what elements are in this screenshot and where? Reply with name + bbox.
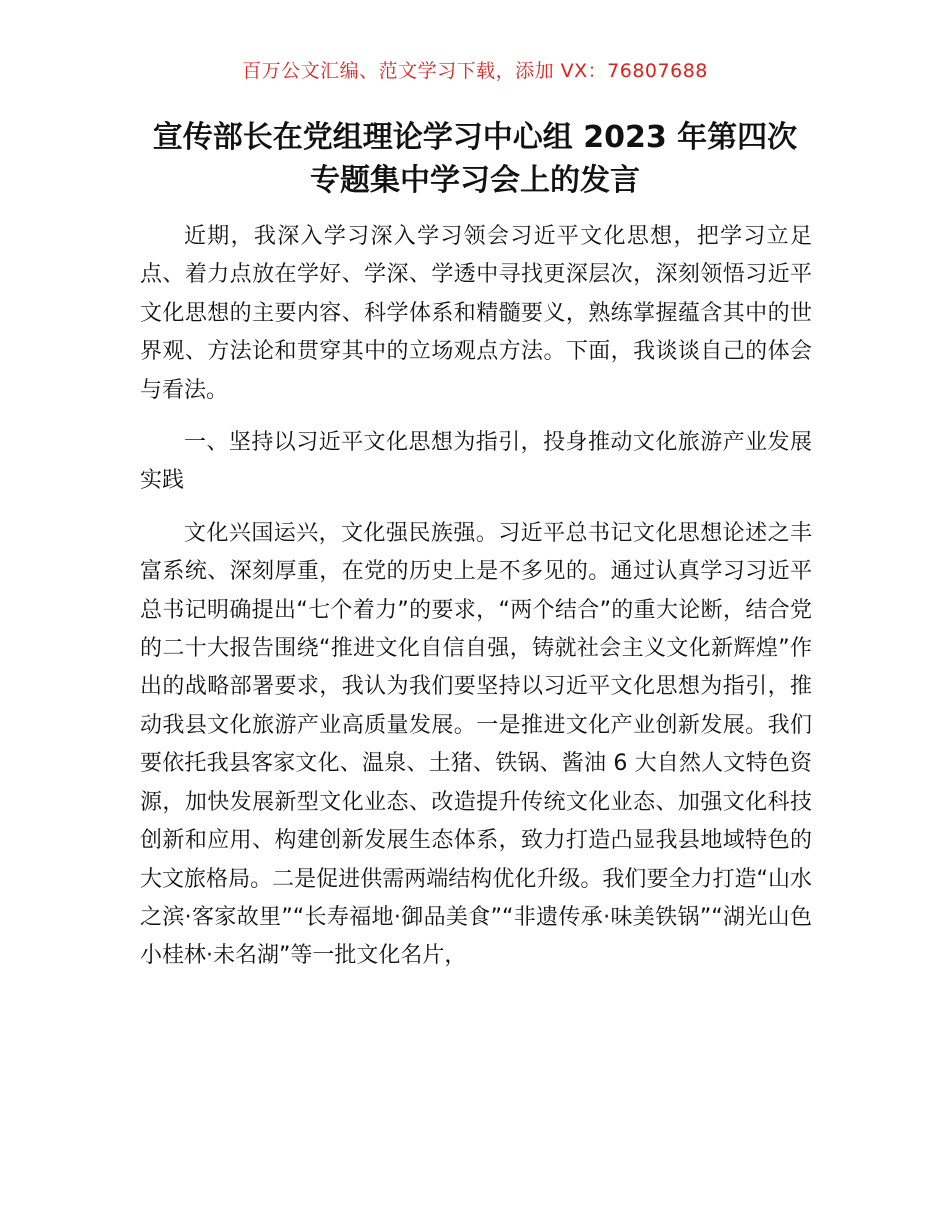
document-title: [130, 116, 820, 202]
document-title-line-2: 专题集中学习会上的发言: [310, 163, 640, 198]
document-body: [140, 218, 812, 976]
header-promo-note: 百万公文汇编、范文学习下载，添加 VX：76807688: [242, 60, 708, 82]
paragraph-section-1: 文化兴国运兴，文化强民族强。习近平总书记文化思想论述之丰富系统、深刻厚重，在党的历史上是不多见的。通过认真学习习近平总书记明确提出“七个着力”的要求，“两个结合”的重大论断，结合党的二十大报告围绕“推进文化自信自强，铸就社会主义文化新辉煌”作出的战略部署要求，我认为我们要坚持以习近平文化思想为指引，推动我县文化旅游产业高质量发展。一是推进文化产业创新发展。我们要依托我县客家文化、温泉、土猪、铁锅、酱油 6 大自然人文特色资源，加快发展新型文化业态、改造提升传统文化业态、加强文化科技创新和应用、构建创新发展生态体系，致力打造凸显我县地域特色的大文旅格局。二是促进供需两端结构优化升级。我们要全力打造“山水之滨·客家故里”“长寿福地·御品美食”“非遗传承·味美铁锅”“湖光山色小桂林·未名湖”等一批文化名片，: [140, 520, 812, 969]
paragraph-intro: 近期，我深入学习深入学习领会习近平文化思想，把学习立足点、着力点放在学好、学深、学透中寻找更深层次，深刻领悟习近平文化思想的主要内容、科学体系和精髓要义，熟练掌握蕴含其中的世界观、方法论和贯穿其中的立场观点方法。下面，我谈谈自己的体会与看法。: [140, 224, 812, 403]
document-title-line-1: 宣传部长在党组理论学习中心组 2023 年第四次: [152, 120, 798, 155]
section-heading-1: 一、坚持以习近平文化思想为指引，投身推动文化旅游产业发展实践: [140, 430, 812, 494]
